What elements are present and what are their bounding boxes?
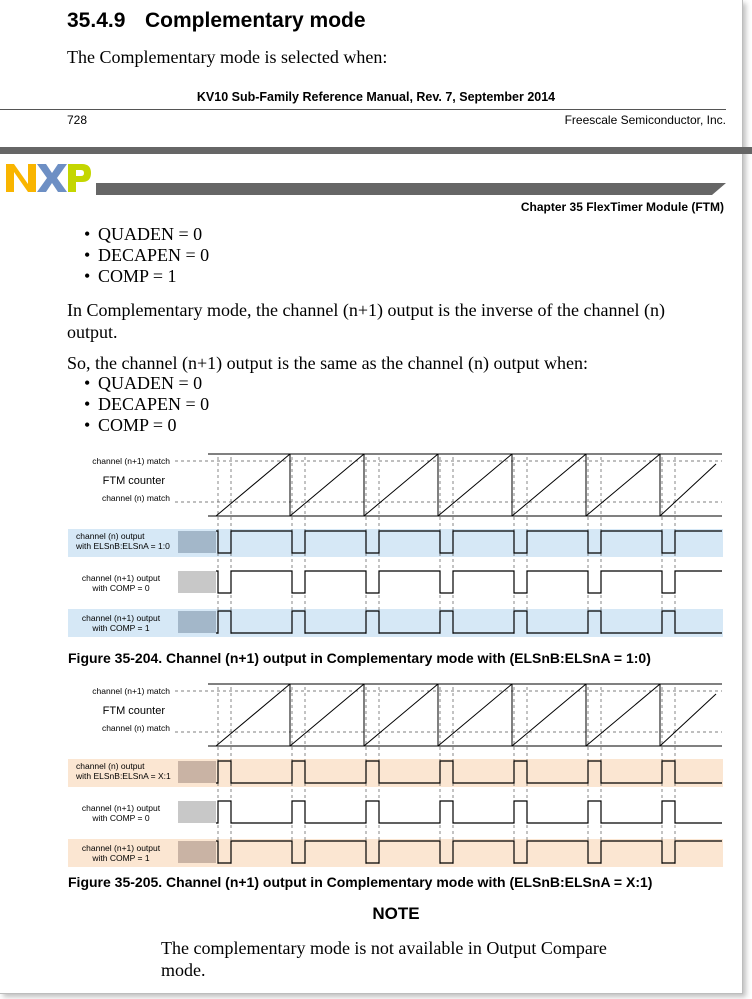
same-output-paragraph: So, the channel (n+1) output is the same as the channel (n) output when: (67, 353, 589, 373)
label-match-n1: channel (n+1) match (92, 686, 170, 696)
chapter-title: Chapter 35 FlexTimer Module (FTM) (520, 200, 724, 214)
section-number: 35.4.9 (67, 9, 126, 32)
same-output-conditions-list (84, 373, 209, 436)
figure-204-caption: Figure 35-204. Channel (n+1) output in Complementary mode with (ELSnB:ELSnA = 1:0) (68, 650, 651, 666)
row3-label-line2: with COMP = 1 (92, 853, 150, 863)
label-ftm-counter: FTM counter (102, 705, 165, 717)
row3-label-line1: channel (n+1) output (81, 843, 161, 853)
list-item: • DECAPEN = 0 (84, 394, 209, 415)
row1-label-line1: channel (n) output (76, 531, 145, 541)
page-number: 728 (67, 113, 88, 127)
page-separator (0, 147, 752, 154)
complementary-conditions-list (84, 224, 209, 287)
label-match-n: channel (n) match (101, 723, 170, 733)
row3-label-line2: with COMP = 1 (92, 623, 150, 633)
list-item: • QUADEN = 0 (84, 373, 209, 394)
row1-label-line2: with ELSnB:ELSnA = 1:0 (76, 541, 170, 551)
list-item: • QUADEN = 0 (84, 224, 209, 245)
list-item: • DECAPEN = 0 (84, 245, 209, 266)
vendor-name: Freescale Semiconductor, Inc. (564, 113, 726, 127)
inverse-paragraph: In Complementary mode, the channel (n+1) output is the inverse of the channel (n) output. (67, 300, 665, 342)
header-bar (0, 180, 752, 198)
manual-title: KV10 Sub-Family Reference Manual, Rev. 7, September 2014 (196, 90, 556, 104)
row3-label-line1: channel (n+1) output (81, 613, 161, 623)
row2-label-line1: channel (n+1) output (81, 573, 161, 583)
list-item: • COMP = 1 (84, 266, 209, 287)
note-title: NOTE (372, 904, 420, 923)
row2-label-line1: channel (n+1) output (81, 803, 161, 813)
row1-label-line1: channel (n) output (76, 761, 145, 771)
intro-paragraph: The Complementary mode is selected when: (67, 47, 388, 67)
row2-label-line2: with COMP = 0 (92, 583, 150, 593)
figure-204-diagram (0, 440, 752, 645)
section-heading (67, 9, 366, 33)
footer-rule (0, 109, 726, 110)
list-item: • COMP = 0 (84, 415, 209, 436)
label-match-n1: channel (n+1) match (92, 456, 170, 466)
figure-205-diagram (0, 670, 752, 875)
note-text: The complementary mode is not available in Output Compare mode. (161, 938, 607, 980)
label-ftm-counter: FTM counter (102, 475, 165, 487)
figure-205-caption: Figure 35-205. Channel (n+1) output in Complementary mode with (ELSnB:ELSnA = X:1) (68, 874, 653, 890)
row2-label-line2: with COMP = 0 (92, 813, 150, 823)
label-match-n: channel (n) match (101, 493, 170, 503)
section-title: Complementary mode (145, 9, 366, 32)
row1-label-line2: with ELSnB:ELSnA = X:1 (76, 771, 171, 781)
